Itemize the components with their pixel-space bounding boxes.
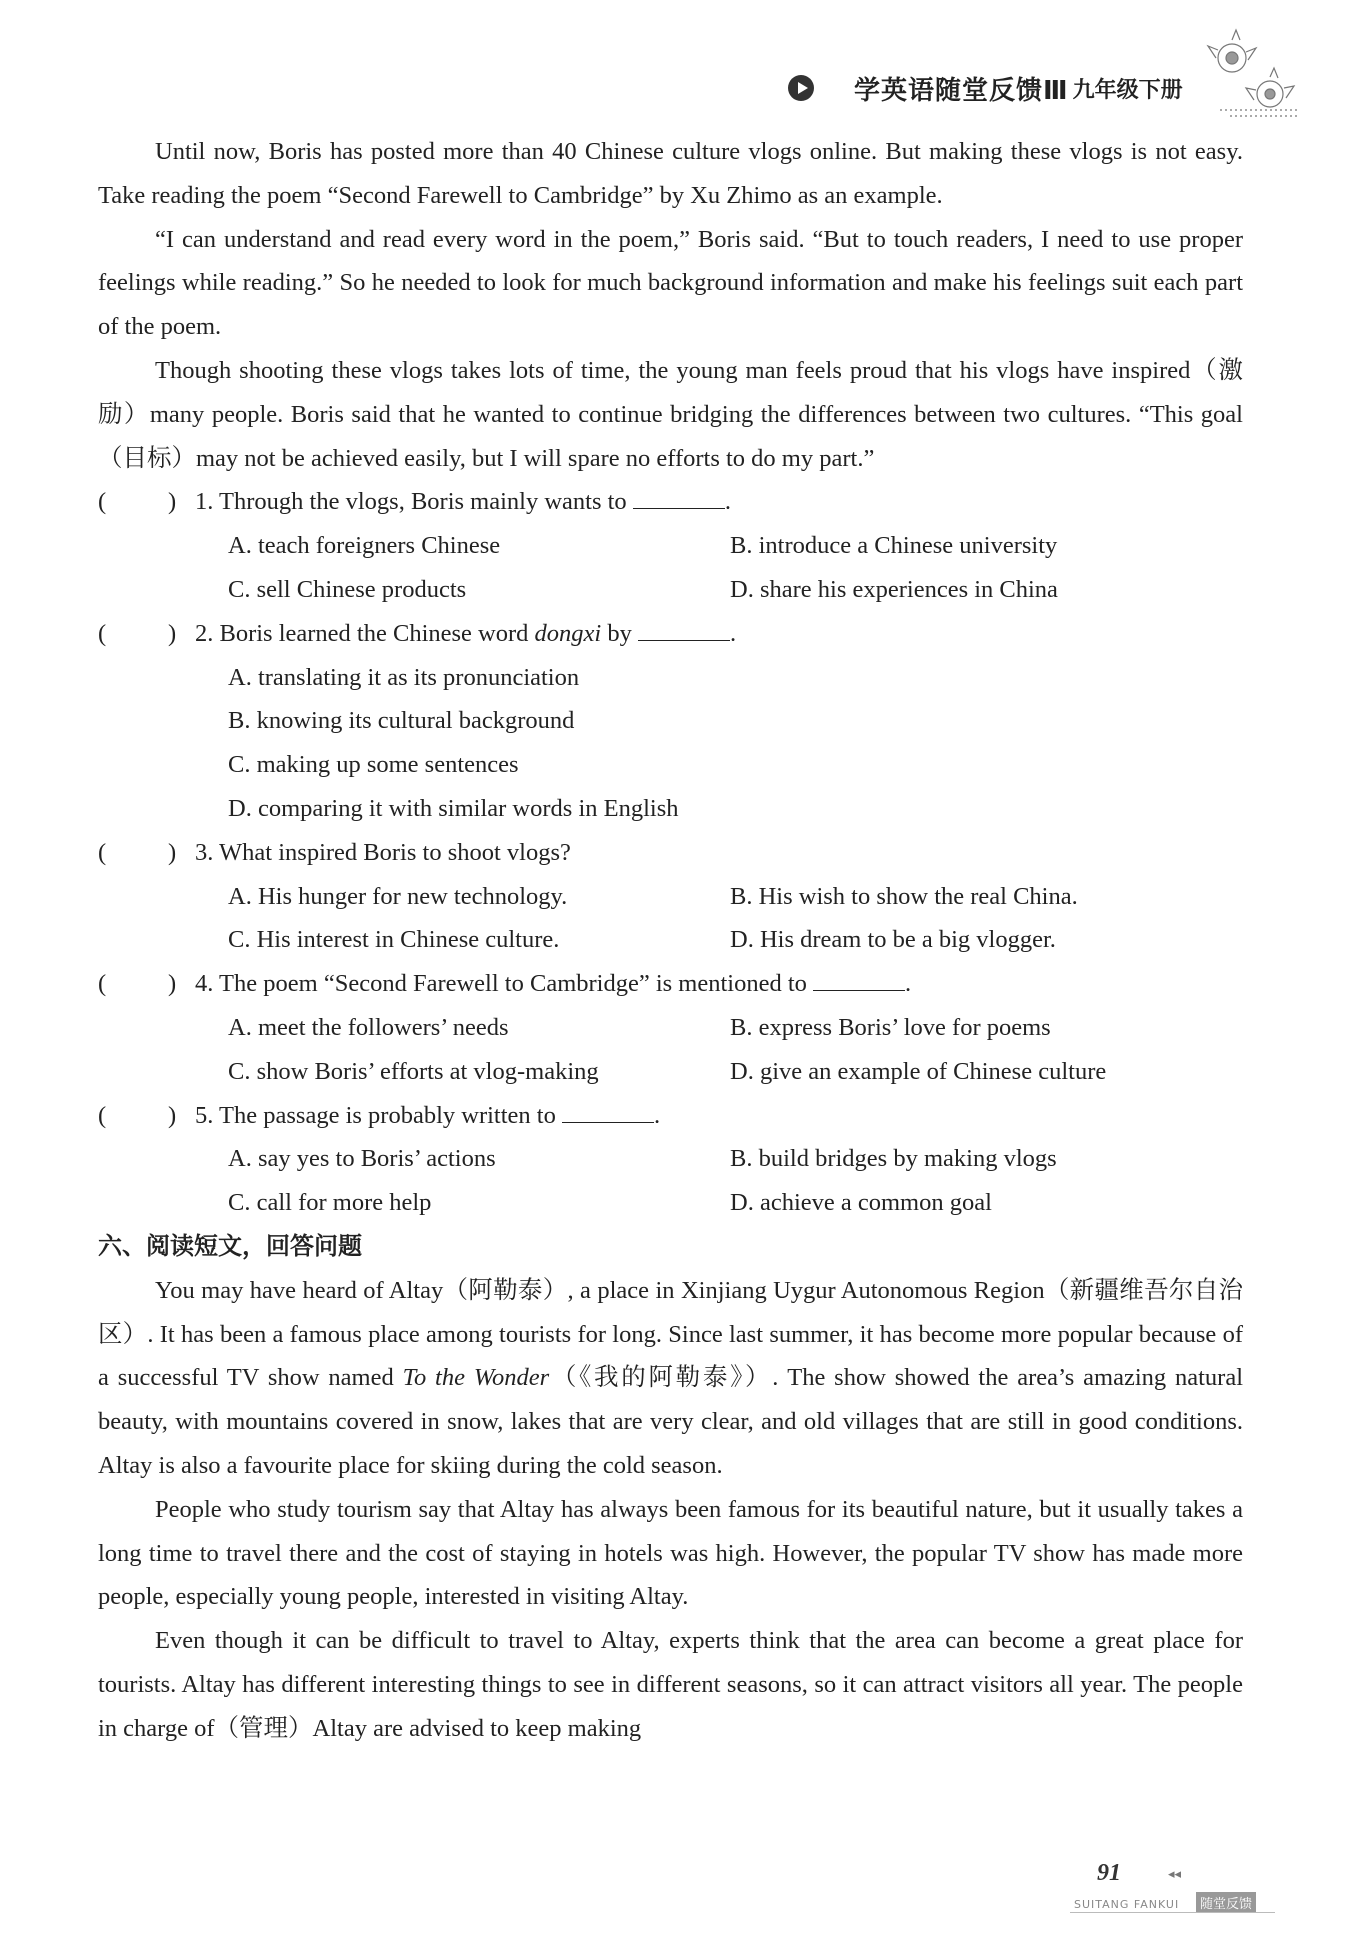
show-title: To the Wonder (402, 1364, 550, 1392)
option-row (98, 875, 1243, 919)
option-d[interactable]: D. comparing it with similar words in English (228, 794, 679, 822)
passage-paragraph: Even though it can be difficult to travel to Altay, experts think that the area can become a great place for tourists. Altay has different interesting things to see in different seasons, so it can attract visitors all year. The people in charge of（管理）Altay are advised to keep making (98, 1627, 1243, 1742)
passage-paragraph: You may have heard of Altay（阿勒泰）, a place in Xinjiang Uygur Autonomous Region（新疆维吾尔自治区）. It has been a famous place among tourists for long. Since last summer, it has become more popular because of a successful TV show named To the Wonder（《我的阿勒泰》）. The show showed the area’s amazing natural beauty, with mountains covered in snow, lakes that are very clear, and old villages that are still in good conditions. Altay is also a favourite place for skiing during the cold season. (98, 1276, 1244, 1479)
option-row (98, 743, 1243, 787)
option-row (98, 787, 1243, 831)
grade-label: 九年级下册 (1072, 77, 1183, 103)
question-2-stem: ( ) 2. Boris learned the Chinese word dongxi by . (98, 612, 1243, 656)
question-3-stem: ( ) 3. What inspired Boris to shoot vlogs? (98, 831, 1243, 875)
passage-paragraph: People who study tourism say that Altay has always been famous for its beautiful nature, but it usually takes a long time to travel there and the cost of staying in hotels was high. However, the popular TV show has made more people, especially young people, interested in visiting Altay. (98, 1495, 1243, 1611)
option-a[interactable]: A. teach foreigners Chinese (228, 532, 501, 560)
question-text: 2. Boris learned the Chinese word (195, 619, 529, 647)
answer-blank[interactable] (633, 484, 725, 509)
question-text: 3. What inspired Boris to shoot vlogs? (195, 838, 571, 866)
option-row (98, 1137, 1243, 1181)
series-name-en: SUITANG FANKUI (1074, 1898, 1180, 1911)
option-a[interactable]: A. meet the followers’ needs (228, 1013, 509, 1041)
option-a[interactable]: A. translating it as its pronunciation (228, 663, 580, 691)
question-5-stem: ( ) 5. The passage is probably written to . (98, 1094, 1243, 1138)
answer-paren-open: ( (98, 488, 107, 516)
page-content (98, 130, 1243, 1750)
option-c[interactable]: C. call for more help (228, 1189, 432, 1217)
footer-divider (1070, 1912, 1275, 1913)
option-b[interactable]: B. His wish to show the real China. (730, 882, 1078, 910)
answer-paren-close: ) (168, 488, 177, 516)
option-b[interactable]: B. introduce a Chinese university (730, 532, 1058, 560)
passage-paragraph: Until now, Boris has posted more than 40 Chinese culture vlogs online. But making these vlogs is not easy. Take reading the poem “Second Farewell to Cambridge” by Xu Zhimo as an example. (98, 138, 1243, 209)
passage-paragraph: Though shooting these vlogs takes lots of time, the young man feels proud that his vlogs have inspired（激励）many people. Boris said that he wanted to continue bridging the differences between two cultures. “This goal（目标）may not be achieved easily, but I will spare no efforts to do my part.” (98, 356, 1243, 472)
answer-blank[interactable] (562, 1098, 654, 1123)
question-1-stem: ( ) 1. Through the vlogs, Boris mainly wants to . (98, 480, 1243, 524)
option-row (98, 699, 1243, 743)
flower-decoration-icon (1200, 20, 1310, 130)
option-row (98, 1181, 1243, 1225)
book-title: 学英语随堂反馈Ⅲ (854, 75, 1069, 106)
passage-paragraph: “I can understand and read every word in the poem,” Boris said. “But to touch readers, I need to use proper feelings while reading.” So he needed to look for much background information and make his feelings suit each part of the poem. (98, 225, 1243, 341)
page-number: 91 (1097, 1860, 1121, 1886)
option-row (98, 656, 1243, 700)
question-4-stem: ( ) 4. The poem “Second Farewell to Cambridge” is mentioned to . (98, 962, 1243, 1006)
option-row (98, 1006, 1243, 1050)
option-c[interactable]: C. sell Chinese products (228, 575, 467, 603)
answer-blank[interactable] (813, 966, 905, 991)
series-badge: 随堂反馈 (1196, 1892, 1256, 1913)
arrow-left-icon: ◂◂ (1168, 1867, 1182, 1882)
play-icon (788, 75, 814, 101)
question-text: 4. The poem “Second Farewell to Cambridge” is mentioned to (195, 970, 807, 998)
option-row (98, 568, 1243, 612)
option-row (98, 1050, 1243, 1094)
option-a[interactable]: A. His hunger for new technology. (228, 882, 568, 910)
option-b[interactable]: B. express Boris’ love for poems (730, 1013, 1051, 1041)
option-d[interactable]: D. share his experiences in China (730, 575, 1058, 603)
option-c[interactable]: C. show Boris’ efforts at vlog-making (228, 1057, 599, 1085)
option-d[interactable]: D. His dream to be a big vlogger. (730, 926, 1056, 954)
option-d[interactable]: D. achieve a common goal (730, 1189, 992, 1217)
pinyin-word: dongxi (534, 619, 602, 647)
question-text: 5. The passage is probably written to (195, 1101, 556, 1129)
option-c[interactable]: C. His interest in Chinese culture. (228, 926, 560, 954)
section-title: 六、阅读短文，回答问题 (98, 1231, 362, 1260)
question-text: 1. Through the vlogs, Boris mainly wants to (195, 488, 627, 516)
option-b[interactable]: B. build bridges by making vlogs (730, 1145, 1057, 1173)
option-a[interactable]: A. say yes to Boris’ actions (228, 1145, 496, 1173)
option-row (98, 524, 1243, 568)
option-d[interactable]: D. give an example of Chinese culture (730, 1057, 1107, 1085)
page-header (788, 58, 1183, 118)
option-c[interactable]: C. making up some sentences (228, 751, 519, 779)
option-row (98, 918, 1243, 962)
option-b[interactable]: B. knowing its cultural background (228, 707, 575, 735)
answer-blank[interactable] (638, 616, 730, 641)
